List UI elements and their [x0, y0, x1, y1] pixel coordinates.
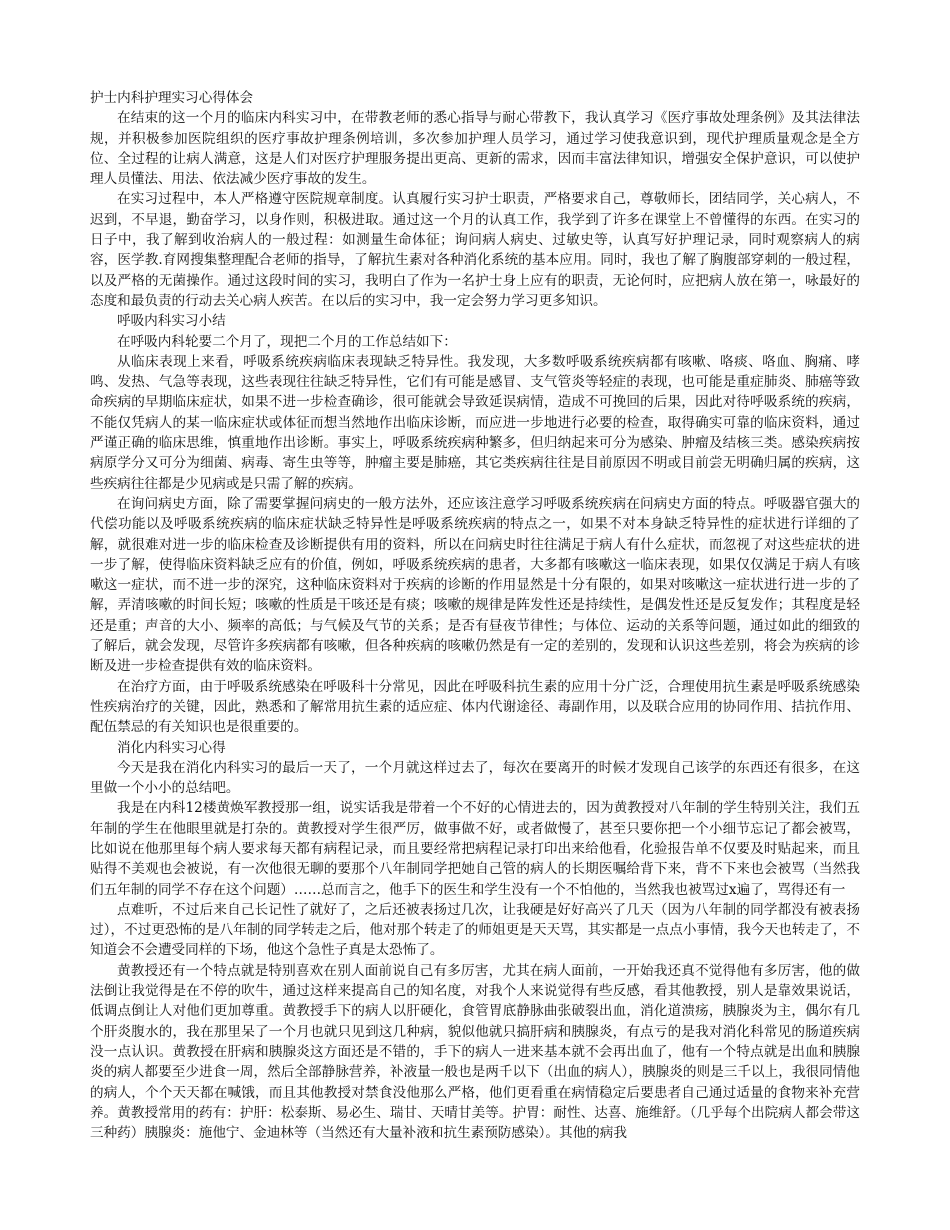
- document-page: [90, 88, 860, 1143]
- paragraph-medical-history: 在询问病史方面，除了需要掌握问病史的一般方法外，还应该注意学习呼吸系统疾病在问病史方面的特点。呼吸器官强大的代偿功能以及呼吸系统疾病的临床症状缺乏特异性是呼吸系统疾病的特点之一，如果不对本身缺乏特异性的症状进行详细的了解，就很难对进一步的临床检查及诊断提供有用的资料，所以在问病史时往往满足于病人有什么症状，而忽视了对这些症状的进一步了解，使得临床资料缺乏应有的价值，例如，呼吸系统疾病的患者，大多都有咳嗽这一临床表现，如果仅仅满足于病人有咳嗽这一症状，而不进一步的深究，这种临床资料对于疾病的诊断的作用显然是十分有限的，如果对咳嗽这一症状进行进一步的了解，弄清咳嗽的时间长短；咳嗽的性质是干咳还是有痰；咳嗽的规律是阵发性还是持续性，是偶发性还是反复发作；其程度是轻还是重；声音的大小、频率的高低；与气候及气节的关系；是否有昼夜节律性；与体位、运动的关系等问题，通过如此的细致的了解后，就会发现，尽管许多疾病都有咳嗽，但各种疾病的咳嗽仍然是有一定的差别的，发现和认识这些差别，将会为疾病的诊断及进一步检查提供有效的临床资料。: [90, 495, 860, 675]
- paragraph-respiratory-intro: 在呼吸内科轮要二个月了，现把二个月的工作总结如下：: [117, 333, 457, 350]
- paragraph-professor-group: 我是在内科12楼黄焕军教授那一组，说实话我是带着一个不好的心情进去的，因为黄教授对八年制的学生特别关注，我们五年制的学生在他眼里就是打杂的。黄教授对学生很严厉，做事做不好，或者做慢了，甚至只要你把一个小细节忘记了都会被骂，比如说在他那里每个病人要求每天都有病程记录，而且要经常把病程记录打印出来给他看，化验报告单不仅要及时贴起来，而且贴得不美观也会被说，有一次他很无聊的要那个八年制同学把她自己管的病人的长期医嘱给背下来，背不下来也会被骂（当然我们五年制的同学不存在这个问题）……总而言之，他手下的医生和学生没有一个不怕他的，当然我也被骂过x遍了，骂得还有一: [90, 800, 860, 898]
- paragraph-professor-traits: 黄教授还有一个特点就是特别喜欢在别人面前说自己有多厉害，尤其在病人面前，一开始我还真不觉得他有多厉害，他的做法倒让我觉得是在不停的吹牛，通过这样来提高自己的知名度，对我个人来说觉得有些反感，看其他教授，别人是靠效果说话，低调点倒让人对他们更加尊重。黄教授手下的病人以肝硬化，食管胃底静脉曲张破裂出血，消化道溃疡，胰腺炎为主，偶尔有几个肝炎腹水的，我在那里呆了一个月也就只见到这几种病，貌似他就只搞肝病和胰腺炎，有点亏的是我对消化科常见的肠道疾病没一点认识。黄教授在肝病和胰腺炎这方面还是不错的，手下的病人一进来基本就不会再出血了，他有一个特点就是出血和胰腺炎的病人都要至少进食一周，然后全部静脉营养，补液量一般也是两千以下（出血的病人），胰腺炎的则是三千以上，我很同情他的病人，个个天天都在喊饿，而且其他教授对禁食没他那么严格，他们更看重在病情稳定后要患者自己通过适量的食物来补充营养。黄教授常用的药有：护肝：松泰斯、易必生、瑞甘、天晴甘美等。护胃：耐性、达喜、施维舒。（几乎每个出院病人都会带这三种药）胰腺炎：施他宁、金迪林等（当然还有大量补液和抗生素预防感染）。其他的病我: [90, 962, 860, 1142]
- document-title: 护士内科护理实习心得体会: [90, 90, 254, 106]
- paragraph-continued: 点难听，不过后来自己长记性了就好了，之后还被表扬过几次，让我硬是好好高兴了几天（因为八年制的同学都没有被表扬过），不过更恐怖的是八年制的同学转走之后，他对那个转走了的师姐更是天天骂，其实都是一点点小事情，我今天也转走了，不知道会不会遭受同样的下场，他这个急性子真是太恐怖了。: [90, 901, 860, 959]
- paragraph-internship-process: 在实习过程中，本人严格遵守医院规章制度。认真履行实习护士职责，严格要求自己，尊敬师长，团结同学，关心病人，不迟到，不早退，勤奋学习，以身作则，积极进取。通过这一个月的认真工作，我学到了许多在课堂上不曾懂得的东西。在实习的日子中，我了解到收治病人的一般过程：如测量生命体征；询问病人病史、过敏史等，认真写好护理记录，同时观察病人的病容，医学教.育网搜集整理配合老师的指导，了解抗生素对各种消化系统的基本应用。同时，我也了解了胸腹部穿刺的一般过程，以及严格的无菌操作。通过这段时间的实习，我明白了作为一名护士身上应有的职责，无论何时，应把病人放在第一，咏最好的态度和最负责的行动去关心病人疾苦。在以后的实习中，我一定会努力学习更多知识。: [90, 191, 860, 309]
- paragraph-clinical-manifestation: 从临床表现上来看，呼吸系统疾病临床表现缺乏特异性。我发现，大多数呼吸系统疾病都有咳嗽、咯痰、咯血、胸痛、哮鸣、发热、气急等表现，这些表现往往缺乏特异性，它们有可能是感冒、支气管炎等轻症的表现，也可能是重症肺炎、肺癌等致命疾病的早期临床症状，如果不进一步检查确诊，很可能就会导致延误病情，造成不可挽回的后果，因此对待呼吸系统的疾病，不能仅凭病人的某一临床症状或体征而想当然地作出临床诊断，而应进一步地进行必要的检查，取得确实可靠的临床资料，通过严谨正确的临床思维，慎重地作出诊断。事实上，呼吸系统疾病种繁多，但归纳起来可分为感染、肿瘤及结核三类。感染疾病按病原学分又可分为细菌、病毒、寄生虫等等，肿瘤主要是肺癌，其它类疾病往往是目前原因不明或目前尝无明确归属的疾病，这些疾病往往都是少见病或是只需了解的疾病。: [90, 353, 860, 492]
- paragraph-treatment: 在治疗方面，由于呼吸系统感染在呼吸科十分常见，因此在呼吸科抗生素的应用十分广泛，合理使用抗生素是呼吸系统感染性疾病治疗的关键，因此，熟悉和了解常用抗生素的适应症、体内代谢途径、毒副作用，以及联合应用的协同作用、拮抗作用、配伍禁忌的有关知识也是很重要的。: [90, 678, 860, 736]
- paragraph-last-day: 今天是我在消化内科实习的最后一天了，一个月就这样过去了，每次在要离开的时候才发现自己该学的东西还有很多，在这里做一个小小的总结吧。: [90, 759, 860, 797]
- paragraph-intro: 在结束的这一个月的临床内科实习中，在带教老师的悉心指导与耐心带教下，我认真学习《医疗事故处理条例》及其法律法规，并积极参加医院组织的医疗事故护理条例培训，多次参加护理人员学习，通过学习使我意识到，现代护理质量观念是全方位、全过程的让病人满意，这是人们对医疗护理服务提出更高、更新的需求，因而丰富法律知识，增强安全保护意识，可以使护理人员懂法、用法、依法减少医疗事故的发生。: [90, 110, 860, 188]
- section-heading-digestive: 消化内科实习心得: [117, 739, 226, 756]
- section-heading-respiratory: 呼吸内科实习小结: [117, 313, 226, 330]
